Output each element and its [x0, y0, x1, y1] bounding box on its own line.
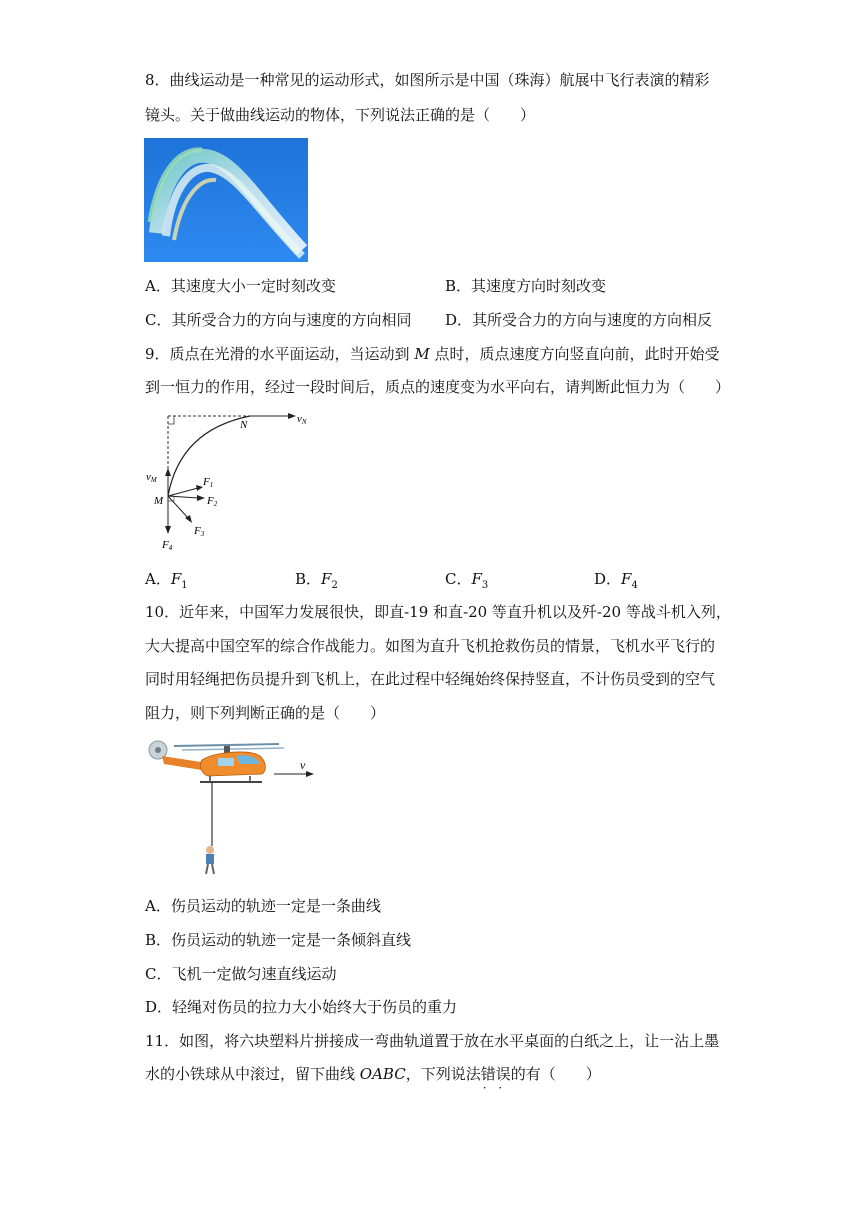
q10-option-a[interactable]: A．伤员运动的轨迹一定是一条曲线: [145, 897, 381, 915]
q10-stem-line2: 大大提高中国空军的综合作战能力。如图为直升飞机抢救伤员的情景，飞机水平飞行的: [145, 637, 716, 655]
vM-label: vM: [146, 471, 157, 484]
N-label: N: [240, 419, 248, 431]
q8-option-d[interactable]: D．其所受合力的方向与速度的方向相反: [445, 311, 713, 329]
q8-stem-line2: 镜头。关于做曲线运动的物体，下列说法正确的是（ ）: [145, 106, 536, 124]
q8-option-b[interactable]: B．其速度方向时刻改变: [445, 277, 607, 295]
velocity-label: v: [300, 758, 306, 772]
q9-option-a[interactable]: A．$F_1$: [145, 570, 188, 591]
F4-label: F4: [162, 539, 173, 552]
q10-helicopter-figure: [144, 734, 324, 882]
F2-label: F2: [207, 495, 218, 508]
F3-label: F3: [194, 525, 205, 538]
q9-stem-line1: 9．质点在光滑的水平面运动，当运动到 M 点时，质点速度方向竖直向前，此时开始受: [145, 345, 720, 363]
q10-option-d[interactable]: D．轻绳对伤员的拉力大小始终大于伤员的重力: [145, 998, 458, 1016]
q9-option-c[interactable]: C．$F_3$: [445, 570, 489, 591]
q8-option-c[interactable]: C．其所受合力的方向与速度的方向相同: [145, 311, 412, 329]
q8-airshow-photo: [144, 138, 308, 262]
q10-stem-line1: 10．近年来，中国军力发展很快，即直-19 和直-20 等直升机以及歼-20 等战斗机入列，: [145, 603, 731, 621]
q8-option-a[interactable]: A．其速度大小一定时刻改变: [145, 277, 336, 295]
vN-label: vN: [297, 413, 307, 426]
q9-stem-line2: 到一恒力的作用，经过一段时间后，质点的速度变为水平向右，请判断此恒力为（ ）: [145, 378, 731, 396]
q8-stem-line1: 8．曲线运动是一种常见的运动形式，如图所示是中国（珠海）航展中飞行表演的精彩: [145, 71, 710, 89]
q10-stem-line3: 同时用轻绳把伤员提升到飞机上，在此过程中轻绳始终保持竖直，不计伤员受到的空气: [145, 670, 716, 688]
F1-label: F1: [203, 476, 214, 489]
q9-force-diagram: [140, 400, 315, 555]
emphasized-word: 错误 · ·: [481, 1064, 511, 1084]
q9-option-d[interactable]: D．$F_4$: [594, 570, 638, 591]
M-label: M: [154, 495, 164, 507]
q9-option-b[interactable]: B．$F_2$: [295, 570, 338, 591]
q10-option-c[interactable]: C．飞机一定做匀速直线运动: [145, 965, 337, 983]
q10-stem-line4: 阻力，则下列判断正确的是（ ）: [145, 704, 386, 722]
q11-stem-line2: 水的小铁球从中滚过，留下曲线 OABC，下列说法错误 · ·的有（ ）: [145, 1064, 601, 1084]
q11-stem-line1: 11．如图，将六块塑料片拼接成一弯曲轨道置于放在水平桌面的白纸之上，让一沾上墨: [145, 1032, 720, 1050]
q10-option-b[interactable]: B．伤员运动的轨迹一定是一条倾斜直线: [145, 931, 412, 949]
